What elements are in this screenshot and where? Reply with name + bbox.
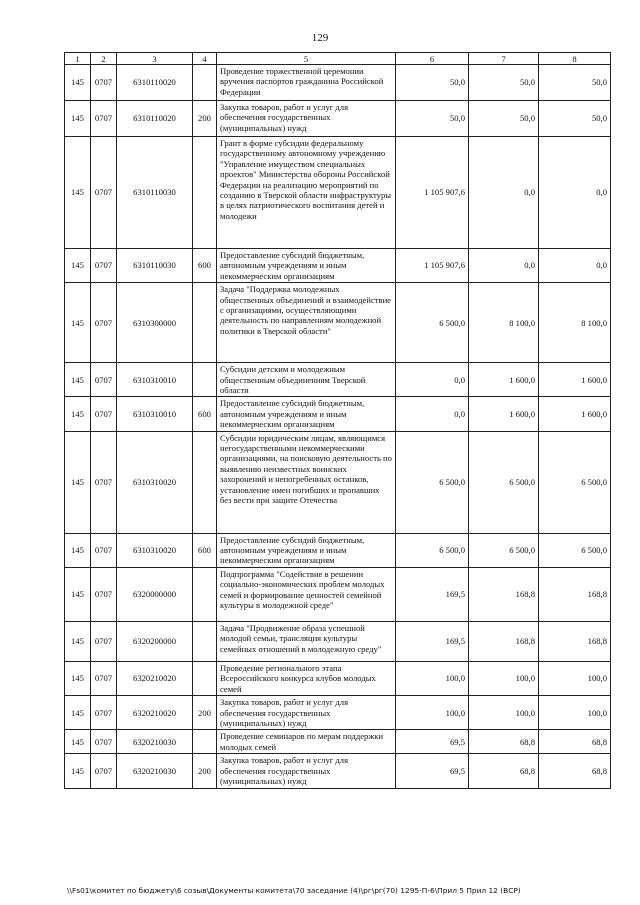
code-admin-cell: 145 (65, 533, 91, 567)
footer-file-path: \\Fs01\комитет по бюджету\6 созыв\Документы комитета\70 заседание (4)\рг\рг(70) 1295-П-6\Прил 5 Прил 12 (ВСР) (67, 886, 521, 895)
column-header: 6 (396, 53, 469, 65)
amount-col8-cell: 68,8 (539, 754, 611, 788)
section-code-cell: 0707 (91, 249, 117, 283)
table-row (65, 696, 611, 730)
amount-col6-cell: 6 500,0 (396, 431, 469, 533)
table-row (65, 621, 611, 661)
description-cell: Предоставление субсидий бюджетным, автономным учреждениям и иным некоммерческим организациям (217, 533, 396, 567)
amount-col7-cell: 68,8 (469, 754, 539, 788)
description-cell: Проведение семинаров по мерам поддержки молодых семей (217, 730, 396, 754)
column-header: 4 (193, 53, 217, 65)
amount-col8-cell: 50,0 (539, 65, 611, 101)
table-row (65, 363, 611, 397)
code-admin-cell: 145 (65, 137, 91, 249)
section-code-cell: 0707 (91, 567, 117, 621)
section-code-cell: 0707 (91, 397, 117, 431)
code-admin-cell: 145 (65, 730, 91, 754)
page-number: 129 (311, 32, 329, 44)
table-row (65, 754, 611, 788)
target-article-cell: 6310110030 (117, 249, 193, 283)
table-row (65, 397, 611, 431)
code-admin-cell: 145 (65, 567, 91, 621)
table-row (65, 101, 611, 137)
section-code-cell: 0707 (91, 661, 117, 695)
description-cell: Закупка товаров, работ и услуг для обеспечения государственных (муниципальных) нужд (217, 101, 396, 137)
table-row (65, 567, 611, 621)
amount-col6-cell: 169,5 (396, 621, 469, 661)
amount-col6-cell: 6 500,0 (396, 533, 469, 567)
amount-col7-cell: 50,0 (469, 101, 539, 137)
description-cell: Проведение регионального этапа Всероссийского конкурса клубов молодых семей (217, 661, 396, 695)
table-row (65, 283, 611, 363)
section-code-cell: 0707 (91, 363, 117, 397)
amount-col6-cell: 69,5 (396, 730, 469, 754)
header-row (65, 53, 611, 65)
description-cell: Грант в форме субсидии федеральному государственному автономному учреждению "Управление имуществом специальных проектов" Министерства обороны Российской Федерации на реализацию мероприятий по созданию в Тверской области инфраструктуры в целях патриотического воспитания детей и молодежи (217, 137, 396, 249)
amount-col8-cell: 0,0 (539, 137, 611, 249)
amount-col8-cell: 8 100,0 (539, 283, 611, 363)
amount-col7-cell: 0,0 (469, 137, 539, 249)
target-article-cell: 6320210020 (117, 661, 193, 695)
amount-col8-cell: 168,8 (539, 621, 611, 661)
description-cell: Субсидии детским и молодежным общественным объединениям Тверской области (217, 363, 396, 397)
amount-col6-cell: 6 500,0 (396, 283, 469, 363)
table-row (65, 65, 611, 101)
description-cell: Закупка товаров, работ и услуг для обеспечения государственных (муниципальных) нужд (217, 754, 396, 788)
expense-type-cell: 200 (193, 754, 217, 788)
amount-col6-cell: 1 105 907,6 (396, 137, 469, 249)
description-cell: Предоставление субсидий бюджетным, автономным учреждениям и иным некоммерческим организациям (217, 397, 396, 431)
target-article-cell: 6310110020 (117, 65, 193, 101)
table-row (65, 137, 611, 249)
section-code-cell: 0707 (91, 431, 117, 533)
expense-type-cell: 600 (193, 533, 217, 567)
amount-col8-cell: 1 600,0 (539, 363, 611, 397)
code-admin-cell: 145 (65, 696, 91, 730)
target-article-cell: 6320210020 (117, 696, 193, 730)
section-code-cell: 0707 (91, 283, 117, 363)
column-header: 8 (539, 53, 611, 65)
expense-type-cell (193, 65, 217, 101)
expense-type-cell (193, 621, 217, 661)
expense-type-cell (193, 567, 217, 621)
section-code-cell: 0707 (91, 101, 117, 137)
table-row (65, 431, 611, 533)
expense-type-cell (193, 137, 217, 249)
code-admin-cell: 145 (65, 661, 91, 695)
column-header: 5 (217, 53, 396, 65)
amount-col6-cell: 100,0 (396, 661, 469, 695)
amount-col7-cell: 6 500,0 (469, 533, 539, 567)
section-code-cell: 0707 (91, 730, 117, 754)
expense-type-cell: 200 (193, 696, 217, 730)
column-header: 2 (91, 53, 117, 65)
target-article-cell: 6310310010 (117, 363, 193, 397)
code-admin-cell: 145 (65, 431, 91, 533)
amount-col6-cell: 169,5 (396, 567, 469, 621)
amount-col8-cell: 50,0 (539, 101, 611, 137)
amount-col6-cell: 1 105 907,6 (396, 249, 469, 283)
amount-col8-cell: 68,8 (539, 730, 611, 754)
amount-col7-cell: 68,8 (469, 730, 539, 754)
expense-type-cell: 600 (193, 397, 217, 431)
amount-col7-cell: 6 500,0 (469, 431, 539, 533)
amount-col7-cell: 50,0 (469, 65, 539, 101)
target-article-cell: 6320210030 (117, 730, 193, 754)
description-cell: Закупка товаров, работ и услуг для обеспечения государственных (муниципальных) нужд (217, 696, 396, 730)
description-cell: Предоставление субсидий бюджетным, автономным учреждениям и иным некоммерческим организациям (217, 249, 396, 283)
code-admin-cell: 145 (65, 249, 91, 283)
table-row (65, 249, 611, 283)
amount-col8-cell: 6 500,0 (539, 431, 611, 533)
amount-col7-cell: 1 600,0 (469, 363, 539, 397)
table-row (65, 661, 611, 695)
description-cell: Задача "Поддержка молодежных общественных объединений и взаимодействие с организациями, осуществляющими деятельность по направлениям молодежной политики в Тверской области" (217, 283, 396, 363)
amount-col8-cell: 100,0 (539, 661, 611, 695)
amount-col7-cell: 100,0 (469, 696, 539, 730)
description-cell: Задача "Продвижение образа успешной молодой семьи, трансляция культуры семейных отношений в молодежную среду" (217, 621, 396, 661)
section-code-cell: 0707 (91, 696, 117, 730)
target-article-cell: 6310310010 (117, 397, 193, 431)
amount-col8-cell: 100,0 (539, 696, 611, 730)
budget-table (64, 52, 611, 789)
column-header: 1 (65, 53, 91, 65)
amount-col6-cell: 0,0 (396, 363, 469, 397)
expense-type-cell: 600 (193, 249, 217, 283)
code-admin-cell: 145 (65, 397, 91, 431)
section-code-cell: 0707 (91, 65, 117, 101)
target-article-cell: 6320200000 (117, 621, 193, 661)
column-header: 7 (469, 53, 539, 65)
amount-col7-cell: 168,8 (469, 621, 539, 661)
description-cell: Подпрограмма "Содействие в решении социально-экономических проблем молодых семей и формирование ценностей семейной культуры в молодежной среде" (217, 567, 396, 621)
expense-type-cell (193, 661, 217, 695)
amount-col8-cell: 168,8 (539, 567, 611, 621)
amount-col6-cell: 0,0 (396, 397, 469, 431)
amount-col6-cell: 50,0 (396, 101, 469, 137)
amount-col8-cell: 6 500,0 (539, 533, 611, 567)
table-row (65, 730, 611, 754)
code-admin-cell: 145 (65, 621, 91, 661)
amount-col6-cell: 50,0 (396, 65, 469, 101)
section-code-cell: 0707 (91, 754, 117, 788)
code-admin-cell: 145 (65, 283, 91, 363)
target-article-cell: 6310310020 (117, 431, 193, 533)
expense-type-cell (193, 730, 217, 754)
code-admin-cell: 145 (65, 101, 91, 137)
target-article-cell: 6310300000 (117, 283, 193, 363)
amount-col7-cell: 0,0 (469, 249, 539, 283)
amount-col6-cell: 69,5 (396, 754, 469, 788)
amount-col8-cell: 0,0 (539, 249, 611, 283)
code-admin-cell: 145 (65, 65, 91, 101)
section-code-cell: 0707 (91, 137, 117, 249)
expense-type-cell: 200 (193, 101, 217, 137)
target-article-cell: 6320000000 (117, 567, 193, 621)
section-code-cell: 0707 (91, 533, 117, 567)
target-article-cell: 6310110020 (117, 101, 193, 137)
section-code-cell: 0707 (91, 621, 117, 661)
expense-type-cell (193, 363, 217, 397)
amount-col7-cell: 168,8 (469, 567, 539, 621)
target-article-cell: 6310310020 (117, 533, 193, 567)
amount-col6-cell: 100,0 (396, 696, 469, 730)
amount-col7-cell: 100,0 (469, 661, 539, 695)
amount-col7-cell: 1 600,0 (469, 397, 539, 431)
target-article-cell: 6320210030 (117, 754, 193, 788)
code-admin-cell: 145 (65, 754, 91, 788)
expense-type-cell (193, 283, 217, 363)
expense-type-cell (193, 431, 217, 533)
description-cell: Проведение торжественной церемонии вручения паспортов гражданина Российской Федерации (217, 65, 396, 101)
amount-col8-cell: 1 600,0 (539, 397, 611, 431)
description-cell: Субсидии юридическим лицам, являющимся негосударственными некоммерческими организациями, на поисковую деятельность по выявлению неизвестных воинских захоронений и непогребенных останков, установление имен погибших и пропавших без вести при защите Отечества (217, 431, 396, 533)
amount-col7-cell: 8 100,0 (469, 283, 539, 363)
code-admin-cell: 145 (65, 363, 91, 397)
table-row (65, 533, 611, 567)
target-article-cell: 6310110030 (117, 137, 193, 249)
column-header: 3 (117, 53, 193, 65)
